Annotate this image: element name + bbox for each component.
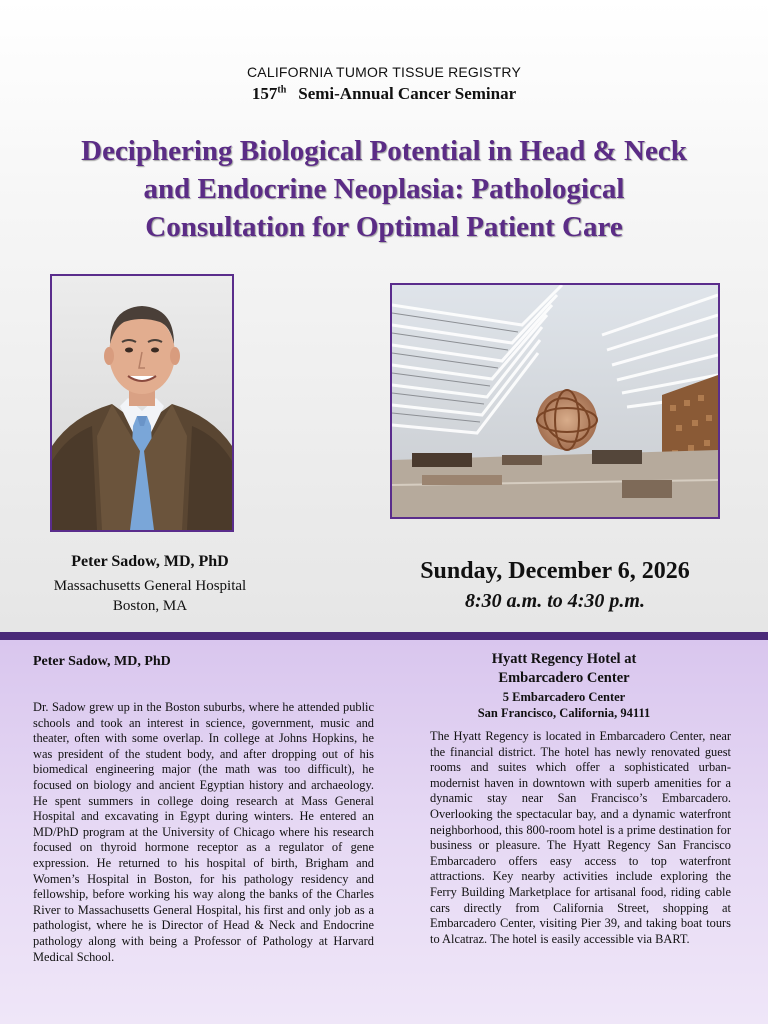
- section-divider: [0, 632, 768, 640]
- bio-heading: Peter Sadow, MD, PhD: [33, 654, 171, 669]
- seminar-heading: [0, 84, 768, 104]
- venue-description: The Hyatt Regency is located in Embarcadero Center, near the financial district. The hotel has newly renovated guest rooms and suites which offer a sophisticated urban-modernist haven in downtown with superb amenities for a dynamic stay near San Francisco’s Embarcadero. Overlooking the spectacular bay, and a dynamic waterfront neighborhood, this 800-room hotel is a prime destination for business or pleasure. The Hyatt Regency San Francisco Embarcadero offers easy access to top waterfront attractions. Key nearby activities include exploring the Ferry Building Marketplace for artisanal food, riding cable cars directly from California Street, shopping at Embarcadero Center, visiting Pier 39, and taking boat tours to Alcatraz. The hotel is easily accessible via BART.: [430, 729, 731, 946]
- venue-city: San Francisco, California, 94111: [477, 706, 651, 720]
- speaker-institution: Massachusetts General Hospital: [53, 578, 247, 594]
- seminar-suffix: th: [277, 84, 287, 96]
- speaker-location: Boston, MA: [112, 598, 188, 614]
- venue-address: [418, 689, 710, 721]
- venue-street: 5 Embarcadero Center: [502, 690, 626, 704]
- event-date: Sunday, December 6, 2026: [420, 558, 690, 584]
- organization-name: CALIFORNIA TUMOR TISSUE REGISTRY: [246, 64, 521, 80]
- speaker-name: Peter Sadow, MD, PhD: [71, 553, 229, 570]
- seminar-title: [30, 132, 738, 246]
- venue-name-line-2: Embarcadero Center: [498, 670, 630, 686]
- title-line-2: and Endocrine Neoplasia: Pathological: [143, 173, 625, 205]
- venue-name: [418, 650, 710, 688]
- venue-name-line-1: Hyatt Regency Hotel at: [491, 651, 637, 667]
- speaker-portrait-illustration: [52, 276, 232, 530]
- event-time: 8:30 a.m. to 4:30 p.m.: [465, 590, 645, 612]
- hotel-atrium-illustration: [392, 285, 718, 517]
- speaker-bio: Dr. Sadow grew up in the Boston suburbs, where he attended public schools and took an interest in science, government, music and theater, often with some overlap. In college at Johns Hopkins, he was president of the student body, and after dropping out of his biomedical engineering major (the math was too difficult), he focused on biology and ancient Egyptian history and archaeology. He spent summers in college doing research at Mass General Hospital and excavating in Egypt during winters. He entered an MD/PhD program at the University of Chicago where his research focused on thyroid hormone receptor as a regulator of gene expression. He returned to his hospital of birth, Brigham and Women’s Hospital in Boston, for his pathology residency and fellowship, before working his way along the banks of the Charles River to Massachusetts General Hospital, his first and only job as a pathologist, where he is Director of Head & Neck and Endocrine pathology along with being a Professor of Pathology at Harvard Medical School.: [33, 700, 374, 964]
- speaker-photo: [50, 274, 234, 532]
- title-line-1: Deciphering Biological Potential in Head & Neck: [81, 135, 687, 167]
- speaker-affiliation: [30, 576, 270, 616]
- hotel-atrium-photo: [390, 283, 720, 519]
- title-line-3: Consultation for Optimal Patient Care: [145, 211, 623, 243]
- seminar-number: 157: [251, 84, 278, 103]
- seminar-name: Semi-Annual Cancer Seminar: [298, 84, 517, 103]
